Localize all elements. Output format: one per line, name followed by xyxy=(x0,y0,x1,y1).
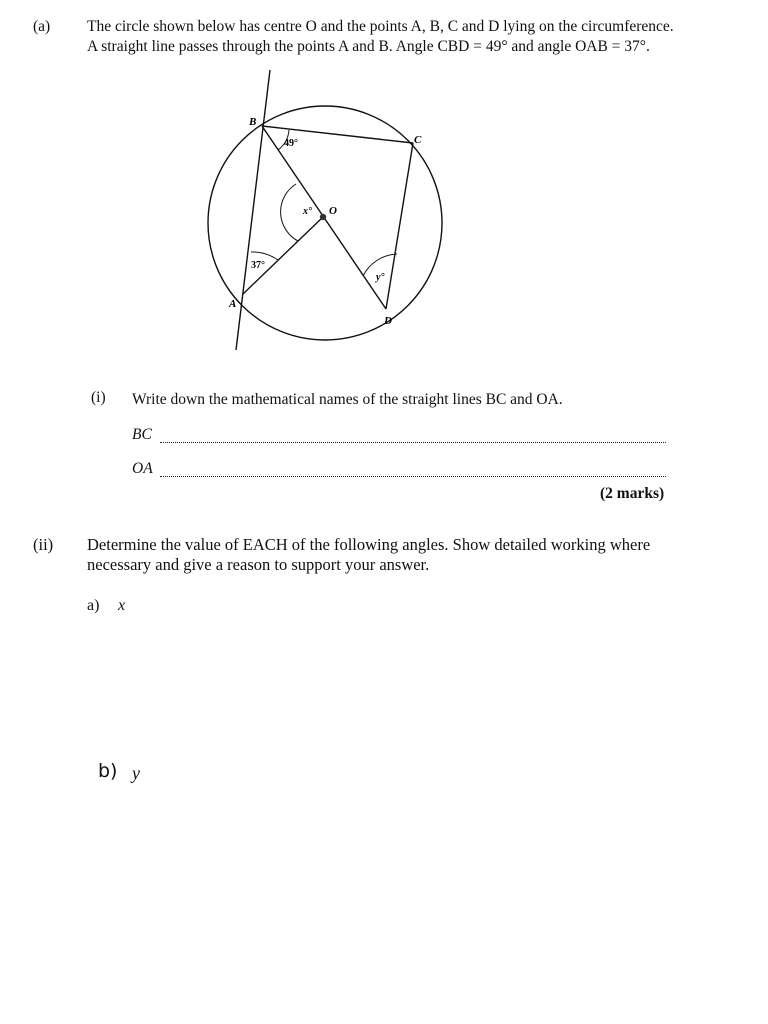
label-O: O xyxy=(329,205,337,217)
label-C: C xyxy=(414,134,422,146)
answer-area-b[interactable] xyxy=(87,795,687,995)
circle-diagram xyxy=(0,0,768,400)
answer-line-oa[interactable] xyxy=(160,462,666,477)
arc-angle-A xyxy=(251,252,278,260)
intro-line-1: The circle shown below has centre O and the points A, B, C and D lying on the circumference. xyxy=(87,18,674,35)
sub-a-label: a) xyxy=(87,597,100,614)
answer-label-bc: BC xyxy=(132,426,152,443)
answer-area-a[interactable] xyxy=(87,620,687,750)
part-a-label: (a) xyxy=(33,18,51,35)
label-D: D xyxy=(384,315,392,327)
sub-a-variable: x xyxy=(118,597,126,614)
label-B: B xyxy=(249,116,257,128)
line-AB xyxy=(236,70,270,350)
centre-point xyxy=(320,214,326,220)
question-ii-line-2: necessary and give a reason to support your answer. xyxy=(87,555,430,574)
circle-outline xyxy=(208,106,442,340)
label-angle-49: 49° xyxy=(284,138,298,149)
label-angle-x: x° xyxy=(303,206,312,217)
question-i-prompt: Write down the mathematical names of the straight lines BC and OA. xyxy=(132,391,563,408)
radius-OA xyxy=(243,217,323,294)
label-angle-37: 37° xyxy=(251,260,265,271)
question-i-label: (i) xyxy=(91,389,106,406)
sub-b-label: b) xyxy=(98,760,118,782)
label-A: A xyxy=(229,298,237,310)
answer-label-oa: OA xyxy=(132,460,153,477)
label-angle-y: y° xyxy=(376,272,385,283)
arc-angle-x xyxy=(281,184,298,241)
question-ii-line-1: Determine the value of EACH of the following angles. Show detailed working where xyxy=(87,535,651,554)
marks-label: (2 marks) xyxy=(600,485,665,502)
question-ii-label: (ii) xyxy=(33,535,54,554)
sub-b-variable: y xyxy=(132,763,140,783)
chord-CD xyxy=(386,143,413,309)
intro-line-2: A straight line passes through the points A and B. Angle CBD = 49° and angle OAB = 37°. xyxy=(87,38,650,55)
answer-line-bc[interactable] xyxy=(160,428,666,443)
